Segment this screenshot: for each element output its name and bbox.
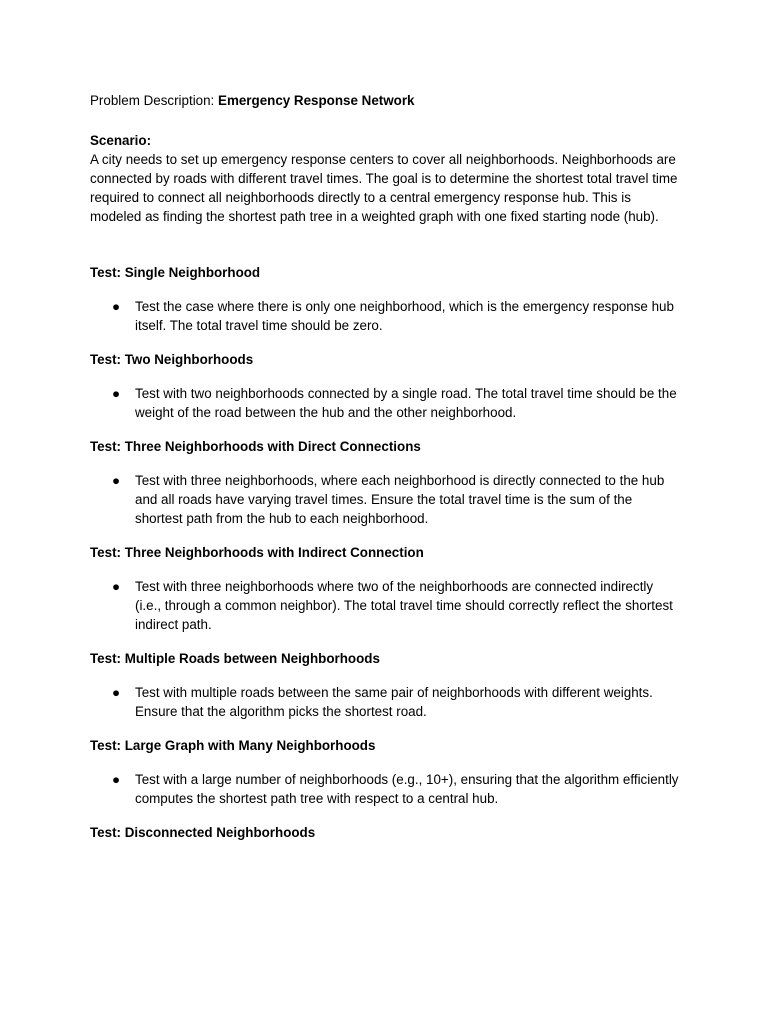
bullet-item <box>90 471 680 528</box>
test-section <box>90 350 690 422</box>
test-heading: Test: Large Graph with Many Neighborhoods <box>90 738 376 753</box>
bullet-dot-icon: ● <box>112 579 121 594</box>
bullet-text: Test with three neighborhoods where two of the neighborhoods are connected indirectly (i.e., through a common neighbor). The total travel time should correctly reflect the shortest indirect path. <box>135 579 673 632</box>
test-heading: Test: Two Neighborhoods <box>90 352 254 367</box>
scenario-section <box>90 131 690 226</box>
bullet-list <box>90 471 690 528</box>
test-heading: Test: Multiple Roads between Neighborhoods <box>90 651 380 666</box>
bullet-text: Test with three neighborhoods, where each neighborhood is directly connected to the hub and all roads have varying travel times. Ensure the total travel time is the sum of the shortest path from the hub to each neighborhood. <box>135 473 665 526</box>
test-section <box>90 437 690 528</box>
test-section <box>90 736 690 808</box>
bullet-item <box>90 297 680 335</box>
test-heading: Test: Three Neighborhoods with Direct Connections <box>90 439 421 454</box>
scenario-heading: Scenario: <box>90 133 152 148</box>
test-heading: Test: Three Neighborhoods with Indirect Connection <box>90 545 424 560</box>
document-page <box>90 91 690 842</box>
bullet-list <box>90 577 690 634</box>
bullet-dot-icon: ● <box>112 772 121 787</box>
problem-title-name: Emergency Response Network <box>218 93 415 108</box>
bullet-item <box>90 384 680 422</box>
problem-title-prefix: Problem Description: <box>90 93 219 108</box>
bullet-dot-icon: ● <box>112 299 121 314</box>
test-section <box>90 543 690 634</box>
bullet-list <box>90 683 690 721</box>
test-heading: Test: Single Neighborhood <box>90 265 261 280</box>
bullet-dot-icon: ● <box>112 386 121 401</box>
bullet-dot-icon: ● <box>112 685 121 700</box>
bullet-dot-icon: ● <box>112 473 121 488</box>
bullet-list <box>90 770 690 808</box>
test-heading: Test: Disconnected Neighborhoods <box>90 825 316 840</box>
test-section <box>90 823 690 842</box>
bullet-item <box>90 683 680 721</box>
test-section <box>90 263 690 335</box>
problem-title <box>90 91 690 110</box>
bullet-text: Test the case where there is only one neighborhood, which is the emergency response hub itself. The total travel time should be zero. <box>135 299 674 333</box>
bullet-text: Test with multiple roads between the same pair of neighborhoods with different weights. Ensure that the algorithm picks the shortest road. <box>135 685 653 719</box>
bullet-item <box>90 577 680 634</box>
bullet-list <box>90 384 690 422</box>
bullet-item <box>90 770 680 808</box>
test-section <box>90 649 690 721</box>
bullet-list <box>90 297 690 335</box>
scenario-text: A city needs to set up emergency response centers to cover all neighborhoods. Neighborhoods are connected by roads with different travel times. The goal is to determine the shortest total travel time required to connect all neighborhoods directly to a central emergency response hub. This is modeled as finding the shortest path tree in a weighted graph with one fixed starting node (hub). <box>90 152 678 224</box>
bullet-text: Test with two neighborhoods connected by a single road. The total travel time should be the weight of the road between the hub and the other neighborhood. <box>135 386 677 420</box>
bullet-text: Test with a large number of neighborhoods (e.g., 10+), ensuring that the algorithm efficiently computes the shortest path tree with respect to a central hub. <box>135 772 679 806</box>
